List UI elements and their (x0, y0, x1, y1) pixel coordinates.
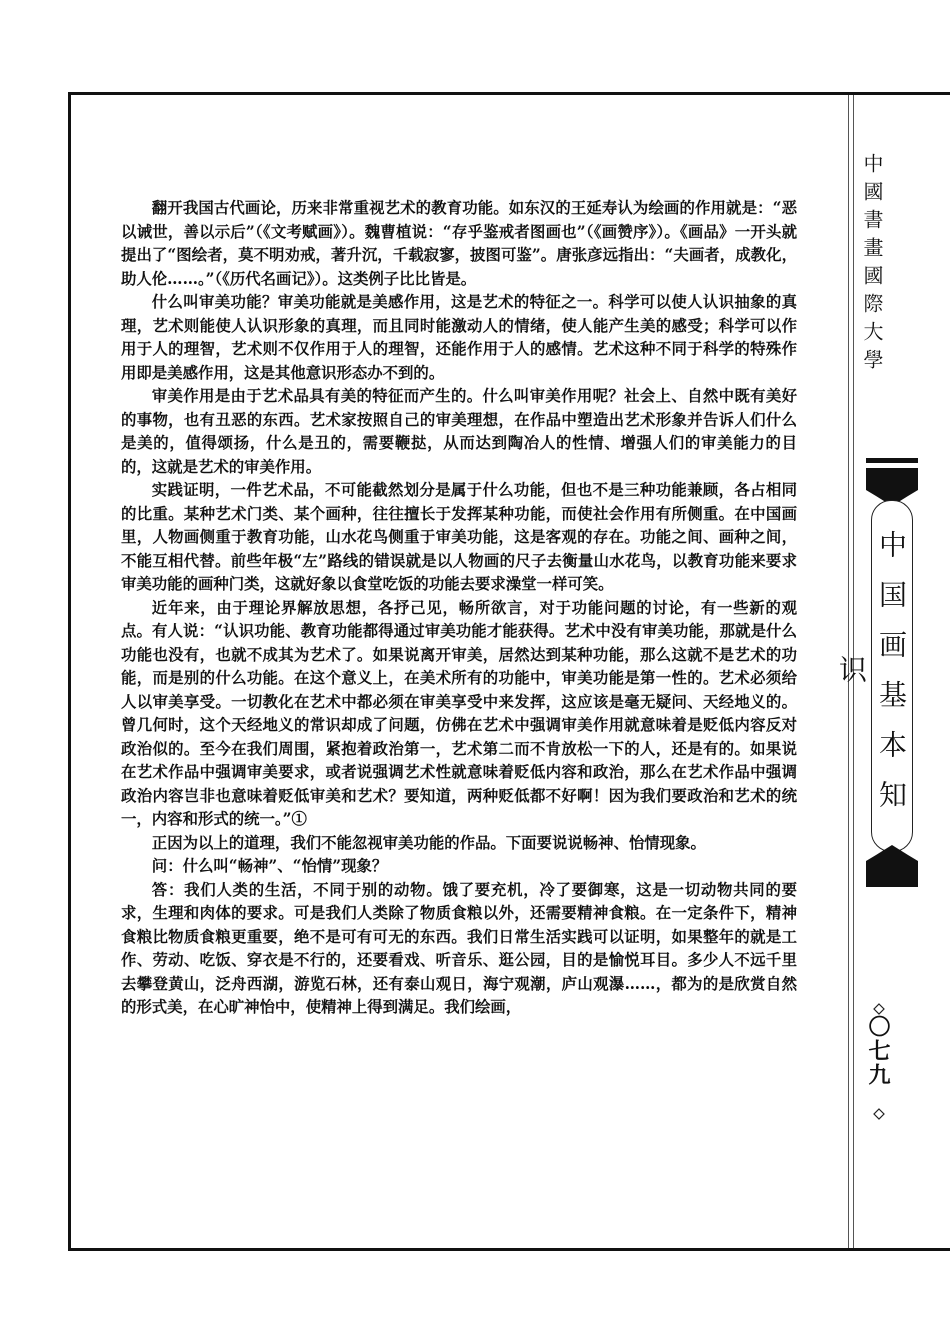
page-frame-bottom-border (68, 1248, 950, 1251)
page-frame-left-border (68, 92, 71, 1251)
body-text (121, 197, 797, 1020)
book-title: 中国画基本知识 (835, 530, 908, 830)
diamond-icon (873, 1108, 885, 1120)
diamond-icon (873, 1003, 885, 1015)
paragraph: 答：我们人类的生活，不同于别的动物。饿了要充机，冷了要御寒，这是一切动物共同的要求，生理和肉体的要求。可是我们人类除了物质食粮以外，还需要精神食粮。在一定条件下，精神食粮比物质食粮更重要，绝不是可有可无的东西。我们日常生活实践可以证明，如果整年的就是工作、劳动、吃饭、穿衣是不行的，还要看戏、听音乐、逛公园，目的是愉悦耳目。多少人不远千里去攀登黄山，泛舟西湖，游览石林，还有泰山观日，海宁观潮，庐山观瀑……，都为的是欣赏自然的形式美，在心旷神怡中，使精神上得到满足。我们绘画， (121, 880, 797, 1016)
paragraph: 审美作用是由于艺术品具有美的特征而产生的。什么叫审美作用呢？社会上、自然中既有美好的事物，也有丑恶的东西。艺术家按照自己的审美理想，在作品中塑造出艺术形象并告诉人们什么是美的，值得颂扬，什么是丑的，需要鞭挞，从而达到陶冶人的性情、增强人们的审美能力的目的，这就是艺术的审美作用。 (121, 387, 797, 476)
title-ornament-bottom (866, 843, 918, 883)
title-bar-top (866, 458, 918, 463)
page-number: 〇七九 (865, 1015, 891, 1087)
paragraph: 问：什么叫“畅神”、“怡情”现象？ (151, 857, 388, 875)
paragraph: 正因为以上的道理，我们不能忽视审美功能的作品。下面要说说畅神、怡情现象。 (151, 833, 706, 852)
title-bar-bottom (866, 882, 918, 887)
paragraph: 近年来，由于理论界解放思想，各抒己见，畅所欲言，对于功能问题的讨论，有一些新的观点。有人说：“认识功能、教育功能都得通过审美功能才能获得。艺术中没有审美功能，那就是什么功能也没有，也就不成其为艺术了。如果说离开审美，居然达到某种功能，那么这就不是艺术的功能，而是别的什么功能。在这个意义上，在美术所有的功能中，审美功能是第一性的。艺术必须给人以审美享受。一切教化在艺术中都必须在审美享受中来发挥，这应该是毫无疑问、天经地义的。曾几何时，这个天经地义的常识却成了问题，仿佛在艺术中强调审美作用就意味着是贬低内容反对政治似的。至今在我们周围，紧抱着政治第一，艺术第二而不肯放松一下的人，还是有的。如果说在艺术作品中强调审美要求，或者说强调艺术性就意味着贬低内容和政治，那么在艺术作品中强调政治内容岂非也意味着贬低审美和艺术？要知道，两种贬低都不好啊！因为我们要政治和艺术的统一，内容和形式的统一。”① (121, 598, 797, 828)
paragraph: 实践证明，一件艺术品，不可能截然划分是属于什么功能，但也不是三种功能兼顾，各占相同的比重。某种艺术门类、某个画种，往往擅长于发挥某种功能，而使社会作用有所侧重。在中国画里，人物画侧重于教育功能，山水花鸟侧重于审美功能，这是客观的存在。功能之间、画种之间，不能互相代替。前些年极“左”路线的错误就是以人物画的尺子去衡量山水花鸟，以教育功能来要求审美功能的画种门类，这就好象以食堂吃饭的功能去要求澡堂一样可笑。 (121, 481, 797, 593)
paragraph: 翻开我国古代画论，历来非常重视艺术的教育功能。如东汉的王延寿认为绘画的作用就是：“恶以诫世，善以示后”（《文考赋画》）。魏曹植说：“存乎鉴戒者图画也”（《画赞序》）。《画品》一开头就提出了“图绘者，莫不明劝戒，著升沉，千载寂寥，披图可鉴”。唐张彦远指出：“夫画者，成教化，助人伦……。”（《历代名画记》）。这类例子比比皆是。 (121, 199, 797, 288)
page-frame-top-border (68, 92, 950, 95)
paragraph: 什么叫审美功能？审美功能就是美感作用，这是艺术的特征之一。科学可以使人认识抽象的真理，艺术则能使人认识形象的真理，而且同时能激动人的情绪，使人能产生美的感受；科学可以作用于人的理智，艺术则不仅作用于人的理智，还能作用于人的感情。艺术这种不同于科学的特殊作用即是美感作用，这是其他意识形态办不到的。 (121, 293, 797, 382)
university-title: 中國書畫國際大學 (860, 153, 884, 377)
